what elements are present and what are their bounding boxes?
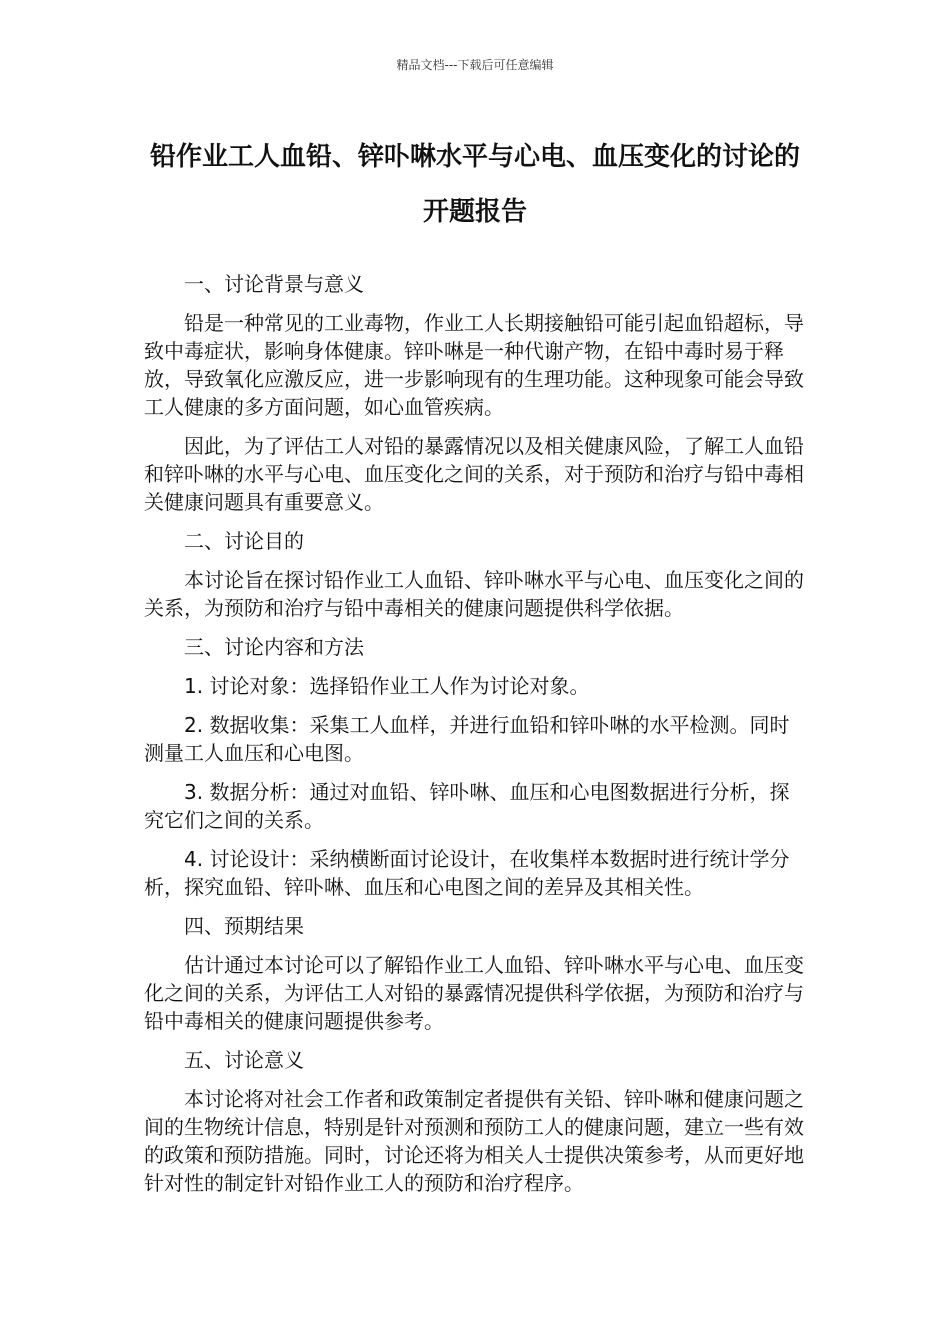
list-item: 3. 数据分析：通过对血铅、锌卟啉、血压和心电图数据进行分析，探究它们之间的关系。 [144, 780, 790, 832]
paragraph: 本讨论将对社会工作者和政策制定者提供有关铅、锌卟啉和健康问题之间的生物统计信息，特别是针对预测和预防工人的健康问题，建立一些有效的政策和预防措施。同时，讨论还将为相关人士提供决策参考，从而更好地针对性的制定针对铅作业工人的预防和治疗程序。 [144, 1087, 804, 1195]
section-heading-background: 一、讨论背景与意义 [184, 272, 364, 296]
paragraph: 铅是一种常见的工业毒物，作业工人长期接触铅可能引起血铅超标，导致中毒症状，影响身体健康。锌卟啉是一种代谢产物，在铅中毒时易于释放，导致氧化应激反应，进一步影响现有的生理功能。这种现象可能会导致工人健康的多方面问题，如心血管疾病。 [144, 311, 804, 419]
section-heading-expected-results: 四、预期结果 [184, 914, 304, 938]
paragraph: 因此，为了评估工人对铅的暴露情况以及相关健康风险，了解工人血铅和锌卟啉的水平与心电、血压变化之间的关系，对于预防和治疗与铅中毒相关健康问题具有重要意义。 [144, 434, 804, 514]
list-item: 2. 数据收集：采集工人血样，并进行血铅和锌卟啉的水平检测。同时测量工人血压和心电图。 [144, 713, 790, 765]
section-heading-significance: 五、讨论意义 [184, 1048, 304, 1072]
document-title: 铅作业工人血铅、锌卟啉水平与心电、血压变化的讨论的开题报告 [149, 142, 800, 227]
section-heading-purpose: 二、讨论目的 [184, 529, 304, 553]
paragraph: 本讨论旨在探讨铅作业工人血铅、锌卟啉水平与心电、血压变化之间的关系，为预防和治疗与铅中毒相关的健康问题提供科学依据。 [144, 568, 804, 620]
list-item: 4. 讨论设计：采纳横断面讨论设计，在收集样本数据时进行统计学分析，探究血铅、锌卟啉、血压和心电图之间的差异及其相关性。 [144, 847, 790, 899]
page-header: 精品文档---下载后可任意编辑 [396, 58, 554, 72]
section-heading-methods: 三、讨论内容和方法 [184, 635, 364, 659]
list-item: 1. 讨论对象：选择铅作业工人作为讨论对象。 [184, 674, 590, 698]
paragraph: 估计通过本讨论可以了解铅作业工人血铅、锌卟啉水平与心电、血压变化之间的关系，为评估工人对铅的暴露情况提供科学依据，为预防和治疗与铅中毒相关的健康问题提供参考。 [144, 953, 804, 1033]
document-body [144, 270, 806, 1208]
